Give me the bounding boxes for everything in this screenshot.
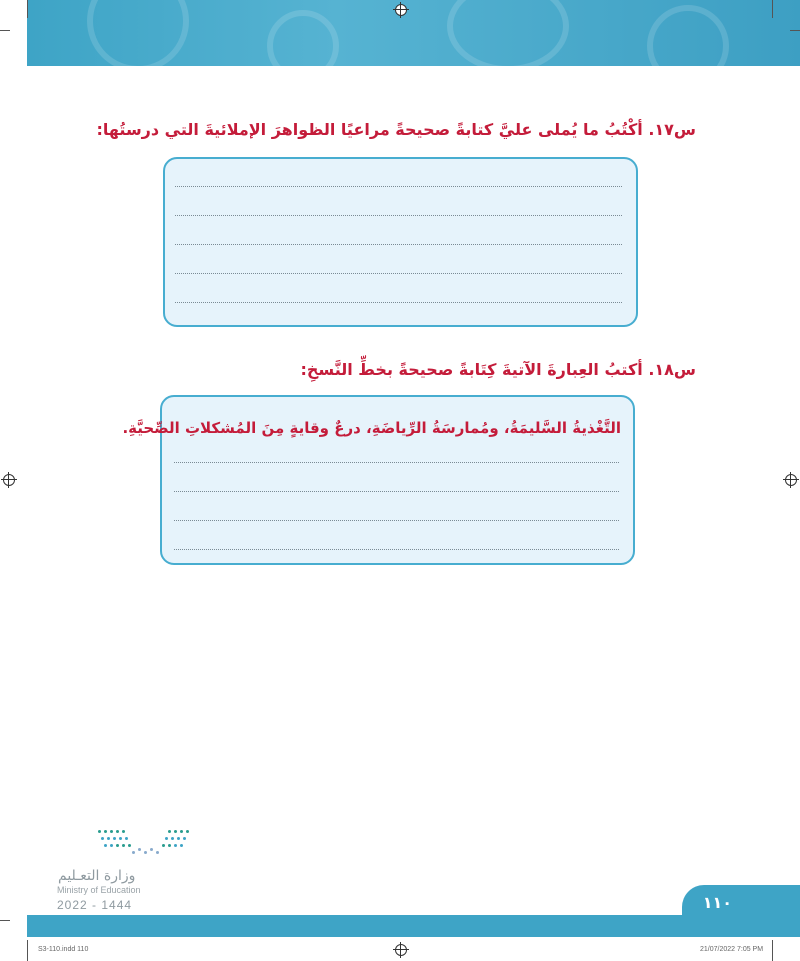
registration-mark-icon <box>395 4 407 16</box>
writing-line[interactable] <box>174 462 619 463</box>
top-banner <box>27 0 800 66</box>
registration-mark-icon <box>785 474 797 486</box>
ministry-name-english: Ministry of Education <box>57 885 141 895</box>
writing-line[interactable] <box>175 302 622 303</box>
edition-year: 2022 - 1444 <box>57 898 133 912</box>
writing-line[interactable] <box>175 215 622 216</box>
writing-line[interactable] <box>175 273 622 274</box>
ministry-name-arabic: وزارة التعـليم <box>58 868 136 884</box>
crop-mark <box>772 940 773 961</box>
question-18-answer-box[interactable] <box>122 395 635 565</box>
crop-mark <box>27 940 28 961</box>
given-sentence: التَّغْذيةُ السَّليمَةُ، ومُمارسَةُ الرِّياضَةِ، درعٌ وقايةٍ مِنَ المُشكلاتِ الصِّحيَّةِ. <box>122 419 621 437</box>
writing-line[interactable] <box>175 186 622 187</box>
page-number: ١١٠ <box>702 893 732 912</box>
crop-mark <box>27 0 28 18</box>
writing-line[interactable] <box>174 549 619 550</box>
ministry-logo-icon <box>98 826 193 860</box>
crop-mark <box>0 920 10 921</box>
writing-line[interactable] <box>174 491 619 492</box>
crop-mark <box>0 30 10 31</box>
writing-line[interactable] <box>174 520 619 521</box>
print-slug-date: 21/07/2022 7:05 PM <box>700 946 764 953</box>
crop-mark <box>772 0 773 18</box>
writing-line[interactable] <box>175 244 622 245</box>
bottom-bar <box>27 915 800 937</box>
registration-mark-icon <box>395 944 407 956</box>
question-17-answer-box[interactable] <box>163 157 638 327</box>
registration-mark-icon <box>3 474 15 486</box>
print-slug-file: S3-110.indd 110 <box>38 946 89 953</box>
crop-mark <box>790 30 800 31</box>
question-18-prompt: س١٨. أكتبُ العِبارةَ الآتيةَ كِتَابةً صحيحةً بخطِّ النَّسخِ: <box>300 360 696 379</box>
question-17-prompt: س١٧. أكْتُبُ ما يُملى عليَّ كتابةً صحيحةً مراعيًا الظواهرَ الإملائيةَ التي درستُها: <box>96 120 696 139</box>
